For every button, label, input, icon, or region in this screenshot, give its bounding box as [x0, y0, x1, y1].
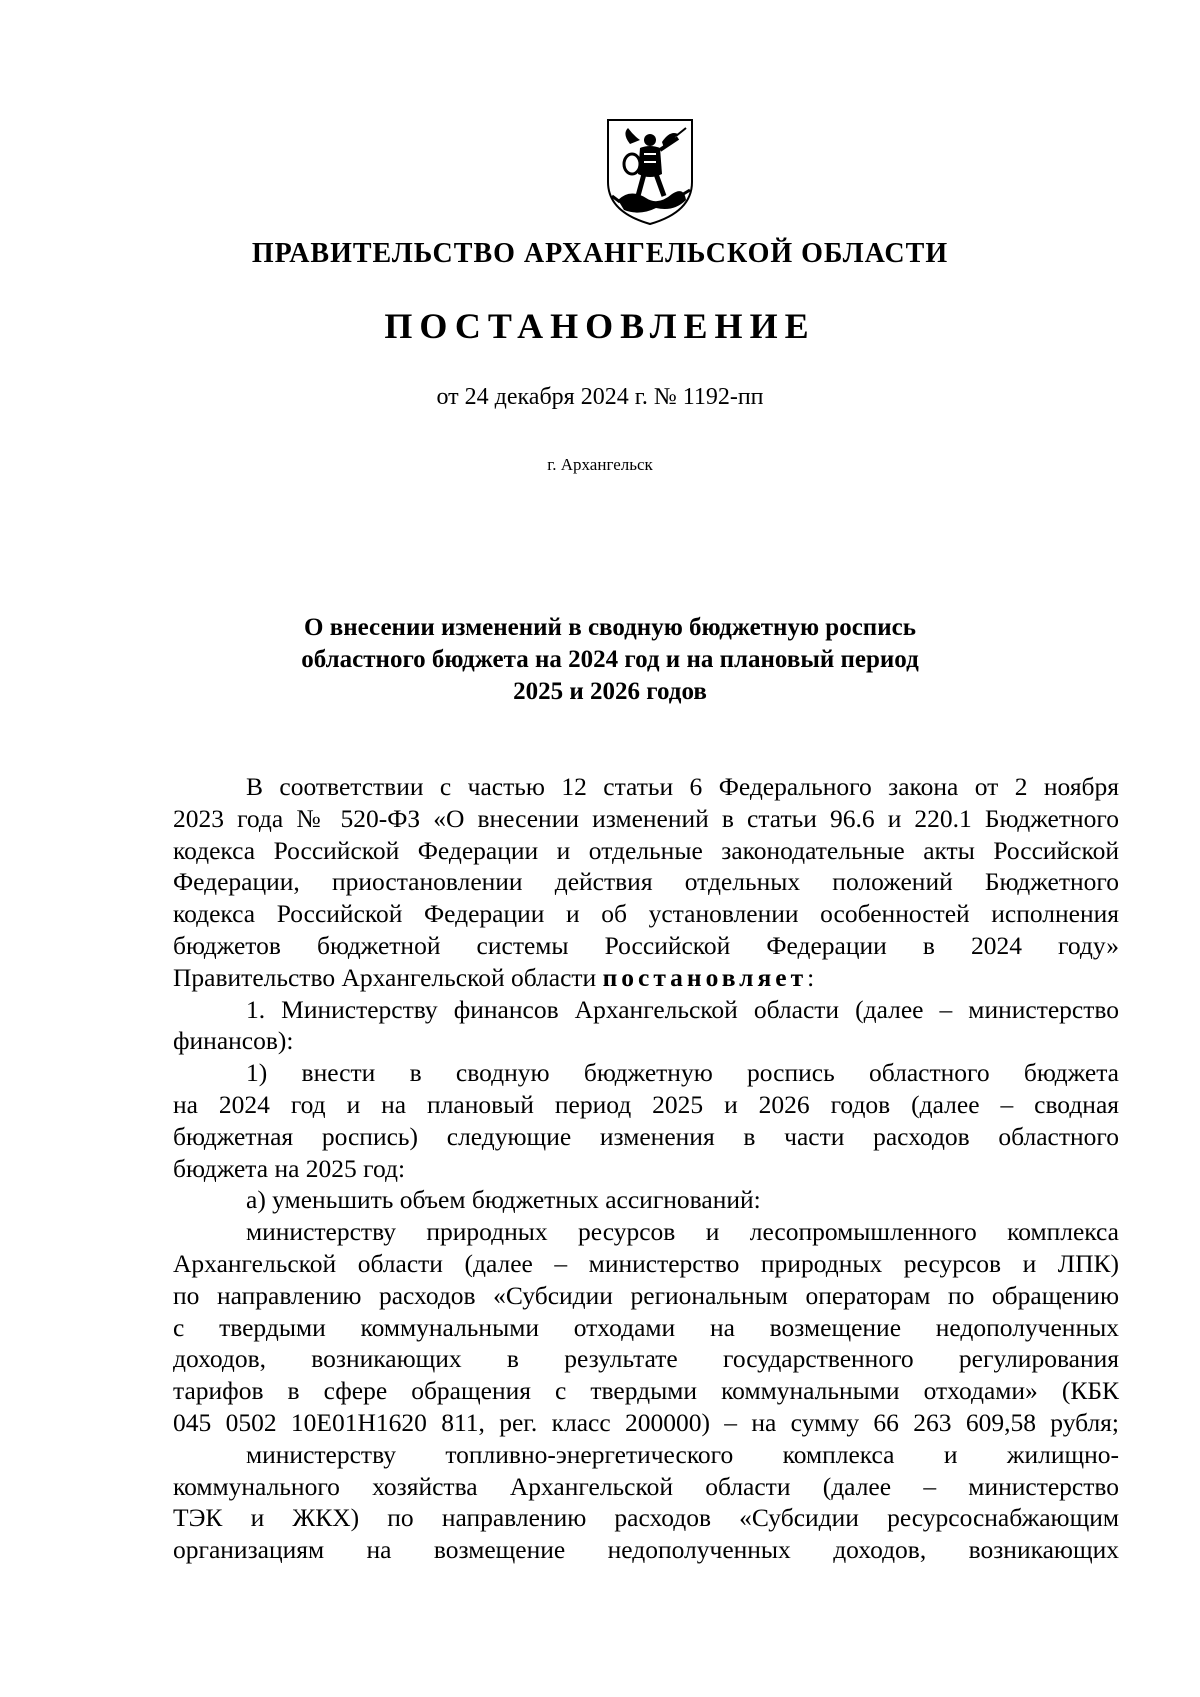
body-line: 2023 года № 520-ФЗ «О внесении изменений в статьи 96.6 и 220.1 Бюджетного	[173, 803, 1119, 833]
body-line: 1) внести в сводную бюджетную роспись областного бюджета	[246, 1058, 1119, 1088]
body-line: кодекса Российской Федерации и об установлении особенностей исполнения	[173, 899, 1119, 929]
body-text: :	[807, 962, 815, 992]
body-line: по направлению расходов «Субсидии региональным операторам по обращению	[173, 1280, 1119, 1310]
body-line: бюджетная роспись) следующие изменения в части расходов областного	[173, 1121, 1119, 1151]
body-line: ТЭК и ЖКХ) по направлению расходов «Субсидии ресурсоснабжающим	[173, 1503, 1119, 1533]
body-line: кодекса Российской Федерации и отдельные законодательные акты Российской	[173, 835, 1119, 865]
body-line: а) уменьшить объем бюджетных ассигнований:	[246, 1185, 761, 1215]
body-line: 1. Министерству финансов Архангельской области (далее – министерство	[246, 994, 1119, 1024]
body-line: с твердыми коммунальными отходами на возмещение недополученных	[173, 1312, 1119, 1342]
government-name: ПРАВИТЕЛЬСТВО АРХАНГЕЛЬСКОЙ ОБЛАСТИ	[251, 238, 949, 269]
document-type: ПОСТАНОВЛЕНИЕ	[384, 306, 816, 346]
resolution-keyword: постановляет	[602, 962, 808, 992]
body-line: финансов):	[173, 1026, 294, 1056]
body-line: тарифов в сфере обращения с твердыми коммунальными отходами» (КБК	[173, 1376, 1119, 1406]
body-line: коммунального хозяйства Архангельской области (далее – министерство	[173, 1471, 1119, 1501]
title-line: 2025 и 2026 годов	[513, 678, 707, 705]
body-line: на 2024 год и на плановый период 2025 и 2026 годов (далее – сводная	[173, 1089, 1119, 1119]
date-and-number: от 24 декабря 2024 г. № 1192-пп	[436, 384, 764, 410]
coat-of-arms-emblem	[600, 116, 700, 228]
body-line: 045 0502 10Е01Н1620 811, рег. класс 200000) – на сумму 66 263 609,58 рубля;	[173, 1407, 1119, 1437]
body-line: министерству топливно-энергетического комплекса и жилищно-	[246, 1439, 1119, 1469]
document-title	[240, 612, 980, 708]
body-line: министерству природных ресурсов и лесопромышленного комплекса	[246, 1217, 1119, 1247]
body-text: Правительство Архангельской области	[173, 962, 603, 992]
body-line: Федерации, приостановлении действия отдельных положений Бюджетного	[173, 867, 1119, 897]
title-line: О внесении изменений в сводную бюджетную роспись	[304, 614, 916, 641]
body-line: Архангельской области (далее – министерство природных ресурсов и ЛПК)	[173, 1248, 1119, 1278]
body-line	[173, 962, 1119, 994]
document-body	[173, 771, 1119, 1566]
body-line: доходов, возникающих в результате государственного регулирования	[173, 1344, 1119, 1374]
city-name: г. Архангельск	[547, 455, 653, 474]
title-line: областного бюджета на 2024 год и на плановый период	[301, 646, 919, 673]
body-line: организациям на возмещение недополученных доходов, возникающих	[173, 1535, 1119, 1565]
body-line: В соответствии с частью 12 статьи 6 Федерального закона от 2 ноября	[246, 772, 1119, 801]
body-line: бюджета на 2025 год:	[173, 1153, 406, 1183]
body-line: бюджетов бюджетной системы Российской Федерации в 2024 году»	[173, 930, 1119, 960]
